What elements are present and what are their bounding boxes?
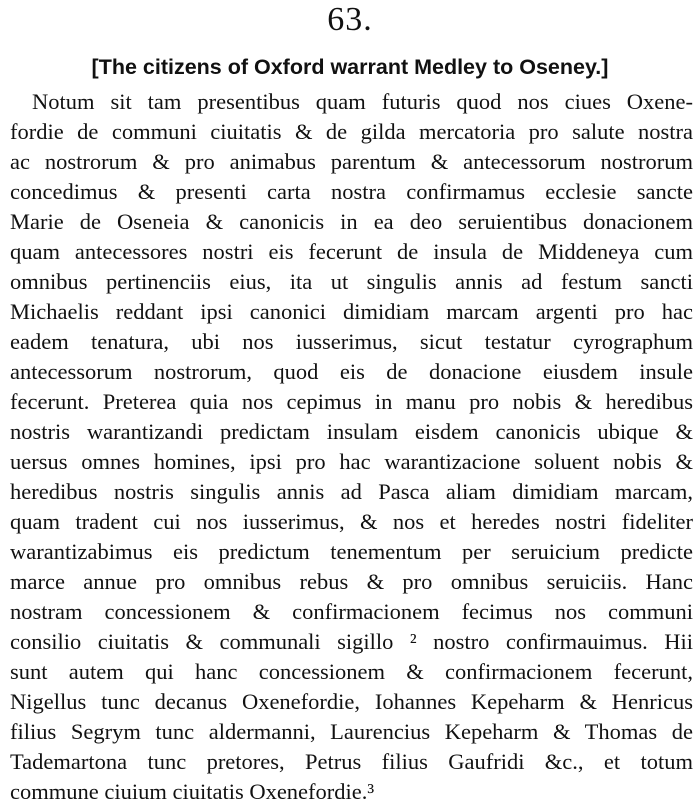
text-line: nostris warantizandi predictam insulam eisdem canonicis ubique & (10, 419, 693, 444)
charter-text (10, 87, 693, 807)
text-line: heredibus nostris singulis annis ad Pasca aliam dimidiam marcam, (10, 479, 693, 504)
text-line: uersus omnes homines, ipsi pro hac warantizacione soluent nobis & (10, 449, 693, 474)
text-line: Marie de Oseneia & canonicis in ea deo seruientibus donacionem (10, 209, 693, 234)
text-line: sunt autem qui hanc concessionem & confirmacionem fecerunt, (10, 659, 693, 684)
text-line: consilio ciuitatis & communali sigillo ² nostro confirmauimus. Hii (10, 629, 693, 654)
text-line: ac nostrorum & pro animabus parentum & antecessorum nostrorum (10, 149, 693, 174)
text-line: marce annue pro omnibus rebus & pro omnibus seruiciis. Hanc (10, 569, 693, 594)
text-line: quam tradent cui nos iusserimus, & nos et heredes nostri fideliter (10, 509, 693, 534)
text-line: Tademartona tunc pretores, Petrus filius Gaufridi &c., et totum (10, 749, 693, 774)
charter-title: [The citizens of Oxford warrant Medley to Oseney.] (91, 55, 609, 79)
text-line: concedimus & presenti carta nostra confirmamus ecclesie sancte (10, 179, 693, 204)
text-line: Nigellus tunc decanus Oxenefordie, Iohannes Kepeharm & Henricus (10, 689, 693, 714)
text-line: Michaelis reddant ipsi canonici dimidiam marcam argenti pro hac (10, 299, 693, 324)
text-line: quam antecessores nostri eis fecerunt de insula de Middeneya cum (10, 239, 693, 264)
text-line: Notum sit tam presentibus quam futuris quod nos ciues Oxene- (32, 89, 693, 114)
charter-number: 63. (327, 1, 373, 38)
text-line: nostram concessionem & confirmacionem fecimus nos communi (10, 599, 693, 624)
text-line: fordie de communi ciuitatis & de gilda mercatoria pro salute nostra (10, 119, 693, 144)
text-line: antecessorum nostrorum, quod eis de donacione eiusdem insule (10, 359, 693, 384)
text-line: warantizabimus eis predictum tenementum per seruicium predicte (10, 539, 693, 564)
text-line: commune ciuium ciuitatis Oxenefordie.³ (10, 779, 375, 804)
text-line: omnibus pertinenciis eius, ita ut singulis annis ad festum sancti (10, 269, 693, 294)
text-line: fecerunt. Preterea quia nos cepimus in manu pro nobis & heredibus (10, 389, 693, 414)
text-line: eadem tenatura, ubi nos iusserimus, sicut testatur cyrographum (10, 329, 693, 354)
text-line: filius Segrym tunc aldermanni, Laurencius Kepeharm & Thomas de (10, 719, 693, 744)
